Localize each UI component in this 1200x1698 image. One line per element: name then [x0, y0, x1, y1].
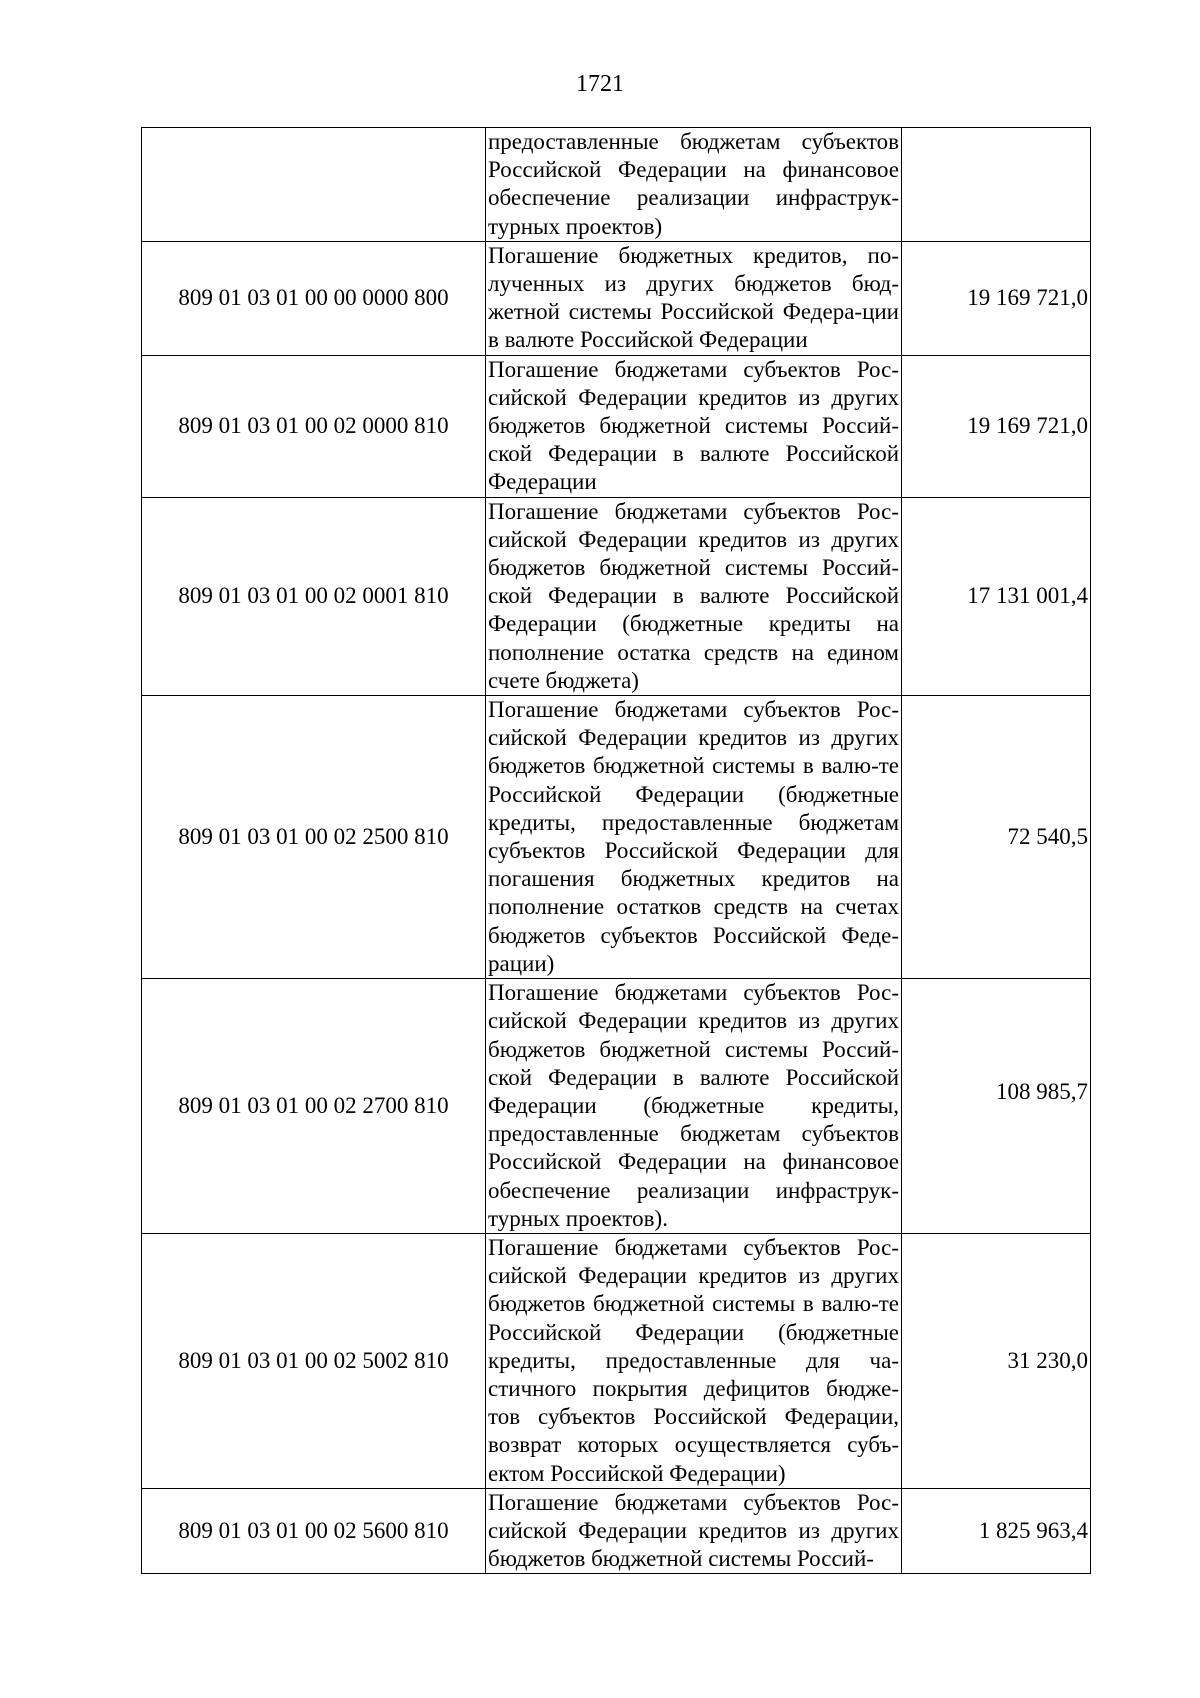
row-code: 809 01 03 01 00 02 5600 810 — [142, 1488, 486, 1574]
row-code: 809 01 03 01 00 02 2500 810 — [142, 696, 486, 979]
row-amount-value: 108 985,7 — [996, 1078, 1088, 1104]
table-row — [142, 355, 1091, 497]
table-row — [142, 1233, 1091, 1488]
row-description: Погашение бюджетами субъектов Рос-сийской Федерации кредитов из других бюджетов бюджетной системы Россий- — [486, 1488, 902, 1574]
table-row — [142, 696, 1091, 979]
table-row — [142, 979, 1091, 1234]
row-amount: 19 169 721,0 — [902, 355, 1091, 497]
row-code: 809 01 03 01 00 02 0001 810 — [142, 497, 486, 695]
row-code: 809 01 03 01 00 02 2700 810 — [142, 979, 486, 1234]
row-description: Погашение бюджетами субъектов Рос-сийской Федерации кредитов из других бюджетов бюджетной системы Россий-ской Федерации в валюте Российской Федерации — [486, 355, 902, 497]
row-description: Погашение бюджетами субъектов Рос-сийской Федерации кредитов из других бюджетов бюджетной системы в валю-те Российской Федерации (бюджетные кредиты, предоставленные для ча-стичного покрытия дефицитов бюдже-тов субъектов Российской Федерации, возврат которых осуществляется субъ-ектом Российской Федерации) — [486, 1233, 902, 1488]
table-row — [142, 1488, 1091, 1574]
table-row — [142, 128, 1091, 242]
row-description: Погашение бюджетами субъектов Рос-сийской Федерации кредитов из других бюджетов бюджетной системы Россий-ской Федерации в валюте Российской Федерации (бюджетные кредиты на пополнение остатка средств на едином счете бюджета) — [486, 497, 902, 695]
row-amount: 19 169 721,0 — [902, 241, 1091, 355]
row-amount: 1 825 963,4 — [902, 1488, 1091, 1574]
row-amount: 31 230,0 — [902, 1233, 1091, 1488]
row-amount — [902, 979, 1091, 1234]
table-row — [142, 241, 1091, 355]
row-description: Погашение бюджетных кредитов, по-лученных из других бюджетов бюд-жетной системы Российской Федера-ции в валюте Российской Федерации — [486, 241, 902, 355]
budget-sources-table — [141, 127, 1091, 1574]
row-amount: 17 131 001,4 — [902, 497, 1091, 695]
table-row — [142, 497, 1091, 695]
row-description: Погашение бюджетами субъектов Рос-сийской Федерации кредитов из других бюджетов бюджетной системы в валю-те Российской Федерации (бюджетные кредиты, предоставленные бюджетам субъектов Российской Федерации для погашения бюджетных кредитов на пополнение остатков средств на счетах бюджетов субъектов Российской Феде-рации) — [486, 696, 902, 979]
row-description: Погашение бюджетами субъектов Рос-сийской Федерации кредитов из других бюджетов бюджетной системы Россий-ской Федерации в валюте Российской Федерации (бюджетные кредиты, предоставленные бюджетам субъектов Российской Федерации на финансовое обеспечение реализации инфраструк-турных проектов). — [486, 979, 902, 1234]
row-code: 809 01 03 01 00 02 5002 810 — [142, 1233, 486, 1488]
row-code — [142, 128, 486, 242]
page-number: 1721 — [576, 71, 624, 97]
row-description: предоставленные бюджетам субъектов Российской Федерации на финансовое обеспечение реализации инфраструк-турных проектов) — [486, 128, 902, 242]
row-code: 809 01 03 01 00 02 0000 810 — [142, 355, 486, 497]
row-code: 809 01 03 01 00 00 0000 800 — [142, 241, 486, 355]
row-amount: 72 540,5 — [902, 696, 1091, 979]
row-amount — [902, 128, 1091, 242]
